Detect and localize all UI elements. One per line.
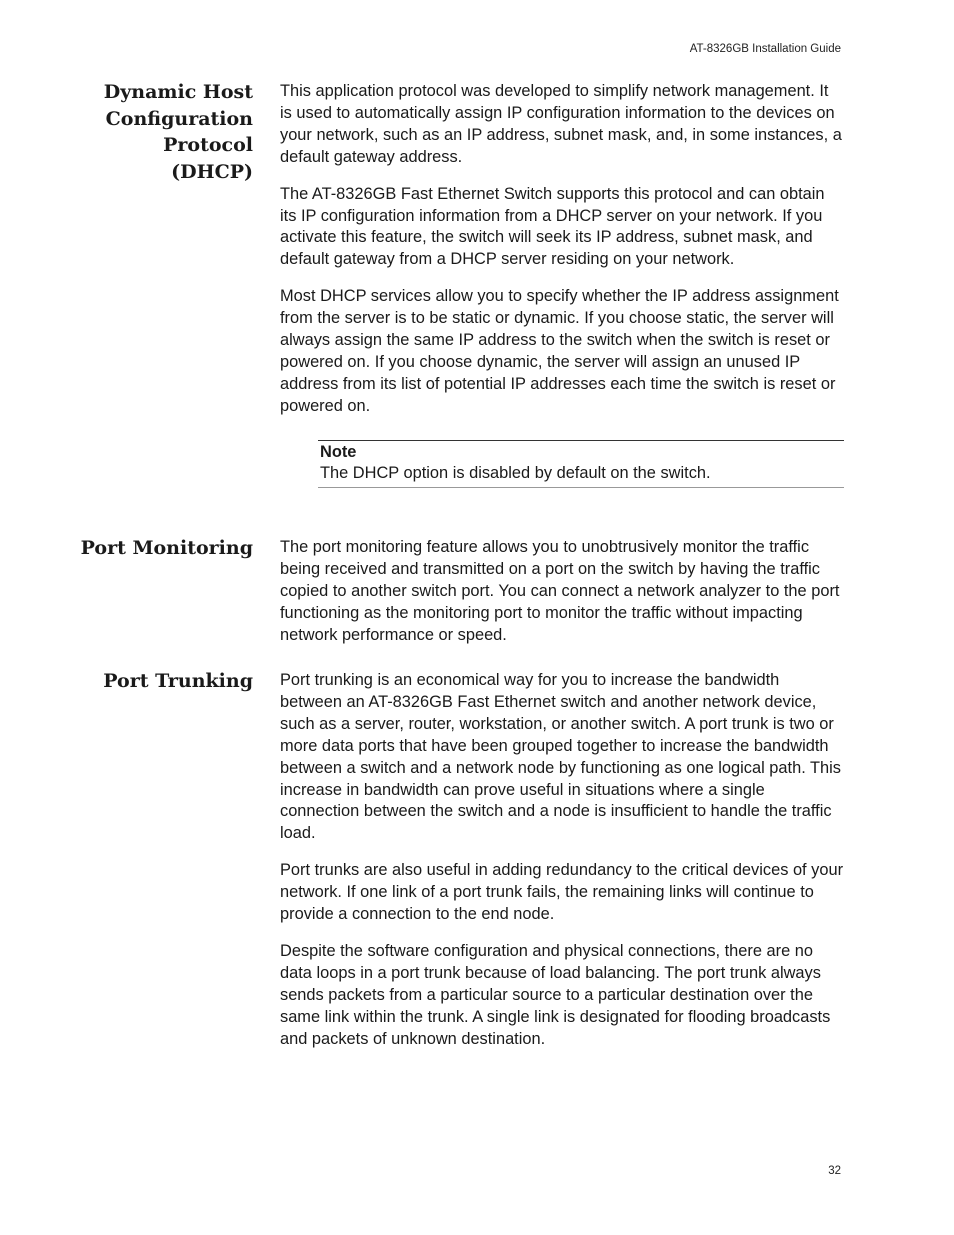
paragraph: This application protocol was developed to simplify network management. It is used to automatically assign IP configuration information to the devices on your network, such as an IP address, subnet mask, and, in some instances, a default gateway address. [280, 82, 842, 166]
paragraph: Port trunks are also useful in adding redundancy to the critical devices of your network. If one link of a port trunk fails, the remaining links will continue to provide a connection to the end node. [280, 861, 844, 924]
section-heading-dhcp [23, 79, 253, 185]
page-number: 32 [828, 1165, 841, 1177]
paragraph: The AT-8326GB Fast Ethernet Switch supports this protocol and can obtain its IP configuration information from a DHCP server on your network. If you activate this feature, the switch will seek its IP address, subnet mask, and default gateway from a DHCP server residing on your network. [280, 184, 825, 269]
note-text: The DHCP option is disabled by default on the switch. [320, 463, 711, 482]
heading-line: Protocol [163, 134, 253, 156]
heading-line: Configuration [105, 107, 253, 130]
paragraph: Despite the software configuration and physical connections, there are no data loops in a port trunk because of load balancing. The port trunk always sends packets from a particular source to a particular destination over the same link within the trunk. A single link is designated for flooding broadcasts and packets of unknown destination. [280, 941, 831, 1048]
paragraph: Most DHCP services allow you to specify whether the IP address assignment from the server is to be static or dynamic. If you choose static, the server will always assign the same IP address to the switch when the switch is reset or powered on. If you choose dynamic, the server will assign an unused IP address from its list of potential IP addresses each time the switch is reset or powered on. [280, 287, 839, 415]
section-heading-port-monitoring: Port Monitoring [80, 537, 253, 559]
heading-line: Dynamic Host [103, 81, 253, 103]
paragraph: Port trunking is an economical way for you to increase the bandwidth between an AT-8326GB Fast Ethernet switch and another network device, such as a server, router, workstation, or another switch. A port trunk is two or more data ports that have been grouped together to increase the bandwidth between a switch and a network node by functioning as one logical path. This increase in bandwidth can prove useful in situations where a single connection between the switch and a node is insufficient to handle the traffic load. [280, 671, 841, 843]
note-box [318, 440, 844, 488]
section-body-port-monitoring [280, 537, 844, 662]
section-body-dhcp [280, 81, 844, 488]
note-title: Note [320, 442, 357, 461]
section-heading-port-trunking: Port Trunking [103, 670, 253, 692]
running-header: AT-8326GB Installation Guide [689, 43, 841, 55]
paragraph: The port monitoring feature allows you to unobtrusively monitor the traffic being received and transmitted on a port on the switch by having the traffic copied to another switch port. You can connect a network analyzer to the port functioning as the monitoring port to monitor the traffic without impacting network performance or speed. [280, 538, 840, 644]
heading-line: (DHCP) [171, 160, 253, 183]
section-body-port-trunking [280, 670, 844, 1066]
